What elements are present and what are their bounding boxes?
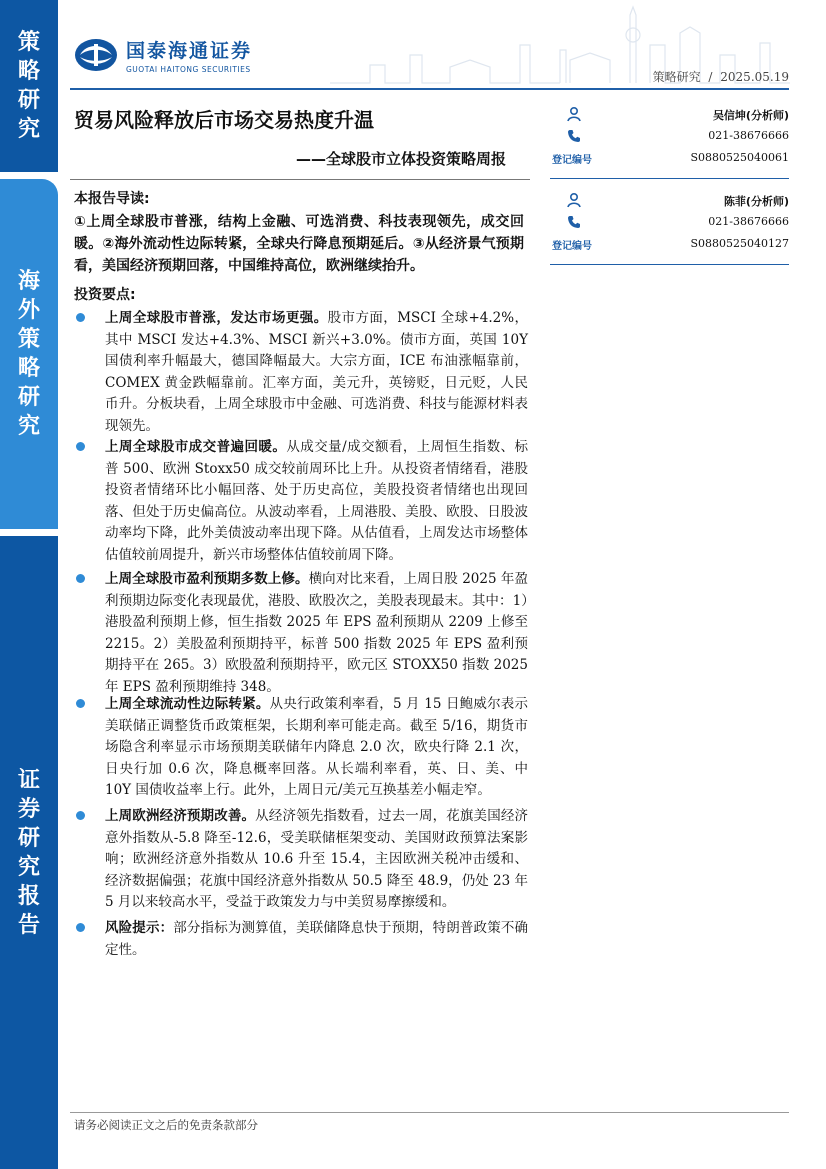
analyst-card	[550, 190, 789, 265]
point-lead: 上周全球股市盈利预期多数上修。	[105, 571, 309, 587]
guide-text: ①上周全球股市普涨，结构上金融、可选消费、科技表现领先，成交回暖。②海外流动性边际转紧，全球央行降息预期延后。③从经济景气预期看，美国经济预期回落，中国维持高位，欧洲继续抬升。	[74, 214, 524, 274]
analyst-name: 吴信坤(分析师)	[712, 109, 789, 122]
header-rule	[70, 88, 789, 90]
bullet-dot-icon	[76, 811, 85, 820]
sidebar-char: 究	[17, 854, 40, 880]
sidebar-char: 策	[17, 30, 40, 55]
registration-label: 登记编号	[552, 155, 592, 166]
bullet-dot-icon	[76, 442, 85, 451]
point-body: 从经济领先指数看，过去一周，花旗美国经济意外指数从-5.8 降至-12.6，受美联储框架变动、美国财政预算法案影响；欧洲经济意外指数从 10.6 升至 15.4，主因欧洲关税冲击缓和、经济数据偏强；花旗中国经济意外指数从 50.5 降至 48.9，仍处 23 年 5 月以来较高水平，受益于政策发力与中美贸易摩擦缓和。	[105, 808, 529, 910]
sidebar-category-strategy	[0, 0, 58, 172]
analyst-divider	[550, 178, 789, 179]
sidebar-char: 报	[17, 883, 40, 909]
sidebar-char: 证	[17, 767, 40, 793]
sidebar-char: 究	[17, 117, 40, 142]
point-lead: 风险提示：	[105, 920, 174, 936]
title-divider	[70, 179, 530, 180]
footer-rule	[70, 1112, 789, 1113]
point-body: 股市方面，MSCI 全球+4.2%，其中 MSCI 发达+4.3%、MSCI 新兴+3.0%。债市方面，英国 10Y 国债利率升幅最大，德国降幅最大。大宗方面，ICE 布油涨幅靠前，COMEX 黄金跌幅靠前。汇率方面，美元升，英镑贬，日元贬，人民币升。分板块看，上周全球股市中金融、可选消费、科技与能源材料表现领先。	[105, 310, 529, 434]
investment-point	[74, 806, 528, 914]
sidebar-category-report	[0, 536, 58, 1169]
analyst-phone: 021-38676666	[708, 129, 789, 142]
report-title: 贸易风险释放后市场交易热度升温	[74, 108, 374, 132]
investment-point	[74, 569, 528, 698]
analyst-card	[550, 104, 789, 179]
analyst-divider	[550, 264, 789, 265]
point-body: 部分指标为测算值，美联储降息快于预期，特朗普政策不确定性。	[105, 920, 528, 958]
bullet-dot-icon	[76, 313, 85, 322]
meta-separator: /	[708, 70, 713, 84]
sidebar-char: 海	[17, 269, 40, 294]
report-date: 2025.05.19	[720, 70, 789, 84]
sidebar-char: 策	[17, 327, 40, 352]
bullet-dot-icon	[76, 923, 85, 932]
phone-icon	[566, 128, 582, 144]
report-subtitle: ——全球股市立体投资策略周报	[296, 150, 507, 168]
sidebar-char: 外	[17, 298, 40, 323]
bullet-dot-icon	[76, 699, 85, 708]
registration-number: S0880525040127	[690, 237, 789, 250]
point-lead: 上周全球股市普涨，发达市场更强。	[105, 310, 328, 326]
investment-points-label: 投资要点:	[74, 287, 136, 303]
brand-logo-icon	[74, 38, 118, 72]
sidebar-char: 券	[17, 796, 40, 822]
report-category: 策略研究	[652, 70, 701, 84]
guide-label: 本报告导读:	[74, 191, 150, 207]
risk-warning	[74, 918, 528, 961]
sidebar-char: 告	[17, 912, 40, 938]
investment-point	[74, 437, 528, 566]
bullet-dot-icon	[76, 574, 85, 583]
sidebar-category-overseas	[0, 179, 58, 529]
brand-name-en: GUOTAI HAITONG SECURITIES	[126, 65, 251, 74]
investment-point	[74, 694, 528, 802]
point-lead: 上周欧洲经济预期改善。	[105, 808, 256, 824]
report-meta	[653, 68, 789, 85]
point-body: 从央行政策利率看，5 月 15 日鲍威尔表示美联储正调整货币政策框架，长期利率可能走高。截至 5/16，期货市场隐含利率显示市场预期美联储年内降息 2.0 次，欧央行降 2.1 次，日央行加 0.6 次，降息概率回落。从长端利率看，英、日、美、中 10Y 国债收益率上行。此外，上周日元/美元互换基差小幅走窄。	[105, 696, 529, 798]
sidebar-char: 究	[17, 414, 40, 439]
sidebar-char: 研	[17, 88, 40, 113]
brand-name-cn: 国泰海通证券	[126, 40, 253, 62]
sidebar-char: 研	[17, 825, 40, 851]
point-lead: 上周全球股市成交普遍回暖。	[105, 439, 287, 455]
investment-point	[74, 308, 528, 437]
phone-icon	[566, 214, 582, 230]
sidebar	[0, 0, 58, 1169]
brand-logo	[74, 36, 252, 74]
sidebar-char: 研	[17, 385, 40, 410]
sidebar-char: 略	[17, 356, 40, 381]
footer-disclaimer: 请务必阅读正文之后的免责条款部分	[74, 1118, 258, 1132]
point-body: 横向对比来看，上周日股 2025 年盈利预期边际变化表现最优，港股、欧股次之，美股表现最末。其中：1）港股盈利预期上修，恒生指数 2025 年 EPS 盈利预期从 2209 上修至 2215。2）美股盈利预期持平，标普 500 指数 2025 年 EPS 盈利预期持平在 265。3）欧股盈利预期持平，欧元区 STOXX50 指数 2025 年 EPS 盈利预期维持 348。	[105, 571, 528, 695]
point-body: 从成交量/成交额看，上周恒生指数、标普 500、欧洲 Stoxx50 成交较前周环比上升。从投资者情绪看，港股投资者情绪环比小幅回落、处于历史高位，美股投资者情绪也出现回落、但处于历史偏高位。从波动率看，上周港股、美股、欧股、日股波动率均下降，此外美债波动率出现下降。从估值看，上周发达市场整体估值较前周提升，新兴市场整体估值较前周下降。	[105, 439, 528, 563]
registration-number: S0880525040061	[690, 151, 789, 164]
analyst-name: 陈菲(分析师)	[723, 195, 789, 208]
person-icon	[566, 192, 582, 208]
point-lead: 上周全球流动性边际转紧。	[105, 696, 270, 712]
registration-label: 登记编号	[552, 241, 592, 252]
analyst-phone: 021-38676666	[708, 215, 789, 228]
sidebar-char: 略	[17, 59, 40, 84]
person-icon	[566, 106, 582, 122]
